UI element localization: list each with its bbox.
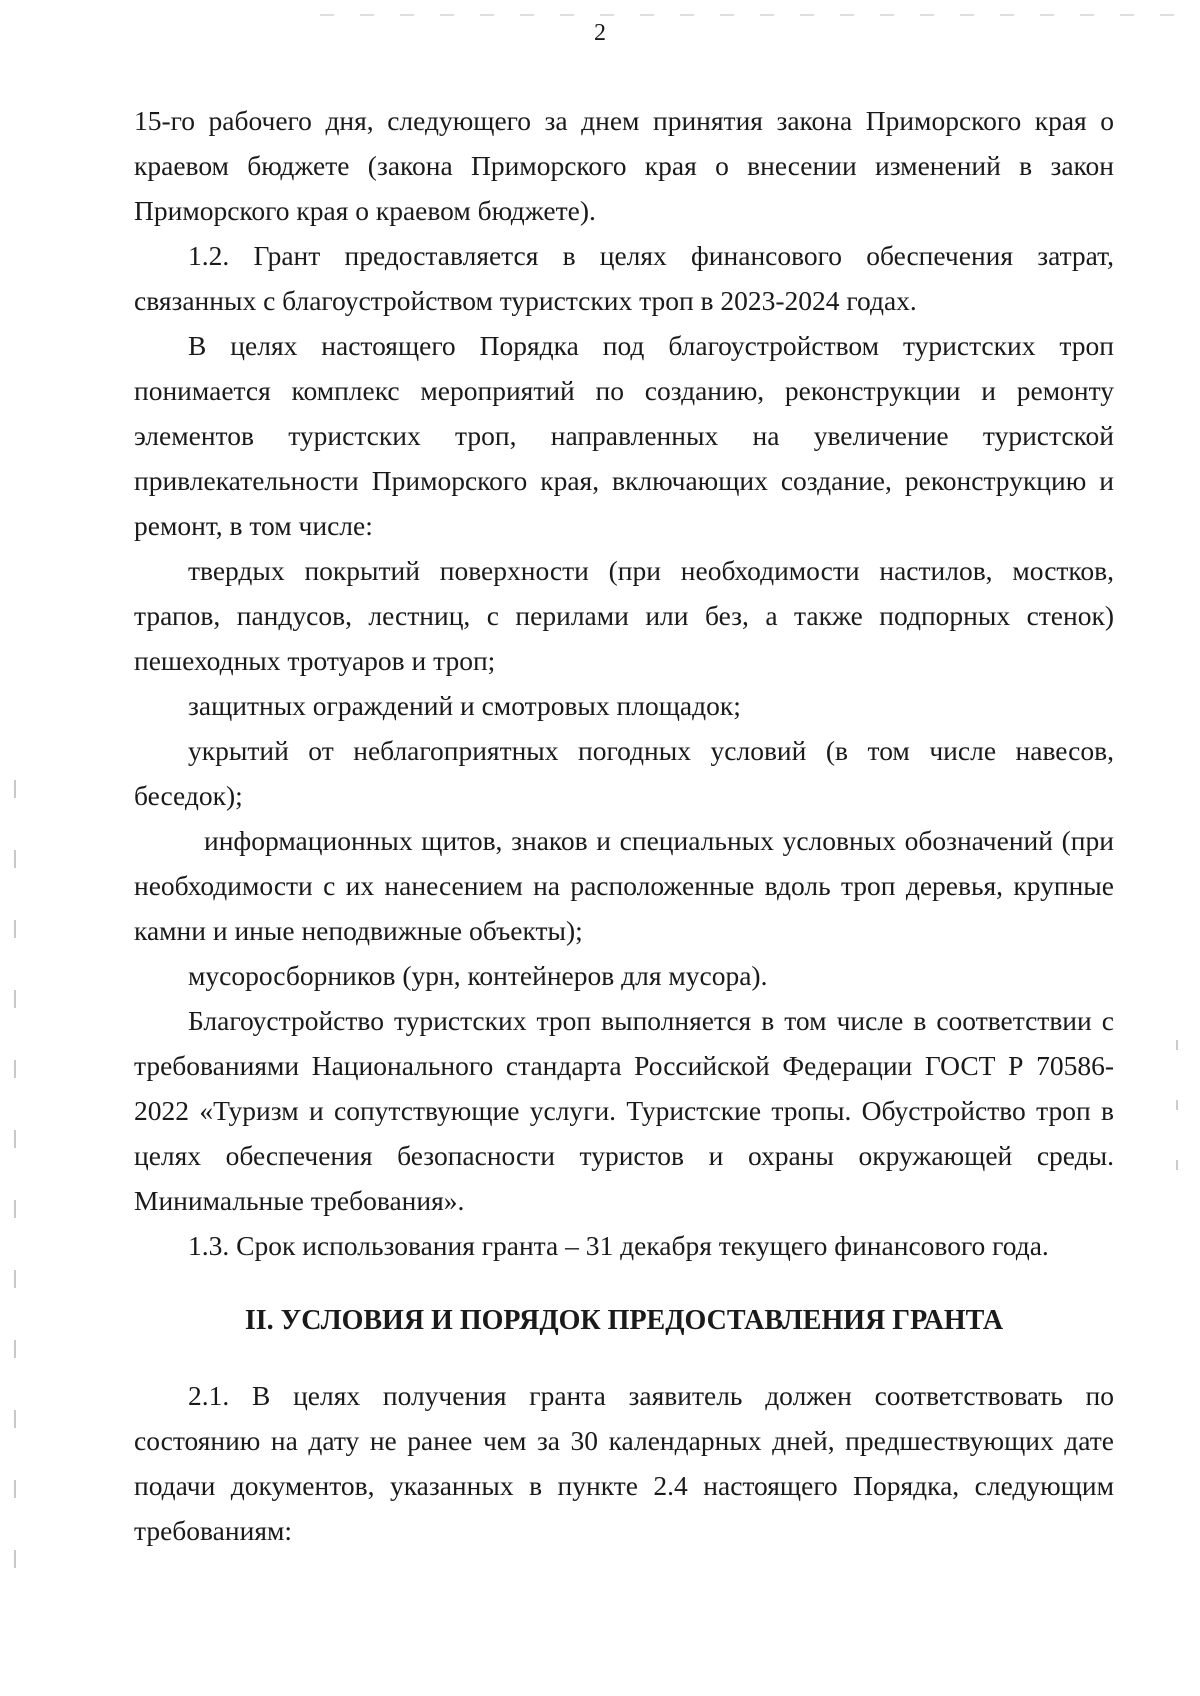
list-item: мусоросборников (урн, контейнеров для мусора). [188, 960, 768, 991]
list-item: защитных ограждений и смотровых площадок; [188, 690, 741, 721]
scan-artifact [320, 14, 1180, 16]
document-body [134, 98, 1114, 1553]
paragraph: 2.1. В целях получения гранта заявитель должен соответствовать по состоянию на дату не ранее чем за 30 календарных дней, предшествующих дате подачи документов, указанных в пункте 2.4 настоящего Порядка, следующим требованиям: [134, 1380, 1114, 1546]
paragraph: 15-го рабочего дня, следующего за днем принятия закона Приморского края о краевом бюджете (закона Приморского края о внесении изменений в закон Приморского края о краевом бюджете). [134, 105, 1114, 226]
scan-margin-marks-right [1176, 1040, 1178, 1200]
list-item: информационных щитов, знаков и специальных условных обозначений (при необходимости с их нанесением на расположенные вдоль троп деревья, крупные камни и иные неподвижные объекты); [134, 825, 1114, 946]
scan-margin-marks [14, 780, 16, 1600]
paragraph: В целях настоящего Порядка под благоустройством туристских троп понимается комплекс мероприятий по созданию, реконструкции и ремонту элементов туристских троп, направленных на увеличение туристской привлекательности Приморского края, включающих создание, реконструкцию и ремонт, в том числе: [134, 330, 1114, 541]
section-heading: II. УСЛОВИЯ И ПОРЯДОК ПРЕДОСТАВЛЕНИЯ ГРАНТА [244, 1305, 1004, 1336]
list-item: укрытий от неблагоприятных погодных условий (в том числе навесов, беседок); [134, 735, 1114, 811]
list-item: твердых покрытий поверхности (при необходимости настилов, мостков, трапов, пандусов, лестниц, с перилами или без, а также подпорных стенок) пешеходных тротуаров и троп; [134, 555, 1114, 676]
paragraph: 1.3. Срок использования гранта – 31 декабря текущего финансового года. [188, 1230, 1049, 1261]
paragraph: Благоустройство туристских троп выполняется в том числе в соответствии с требованиями Национального стандарта Российской Федерации ГОСТ Р 70586-2022 «Туризм и сопутствующие услуги. Туристские тропы. Обустройство троп в целях обеспечения безопасности туристов и охраны окружающей среды. Минимальные требования». [134, 1005, 1114, 1216]
page-number: 2 [594, 20, 606, 46]
paragraph: 1.2. Грант предоставляется в целях финансового обеспечения затрат, связанных с благоустройством туристских троп в 2023-2024 годах. [134, 240, 1114, 316]
